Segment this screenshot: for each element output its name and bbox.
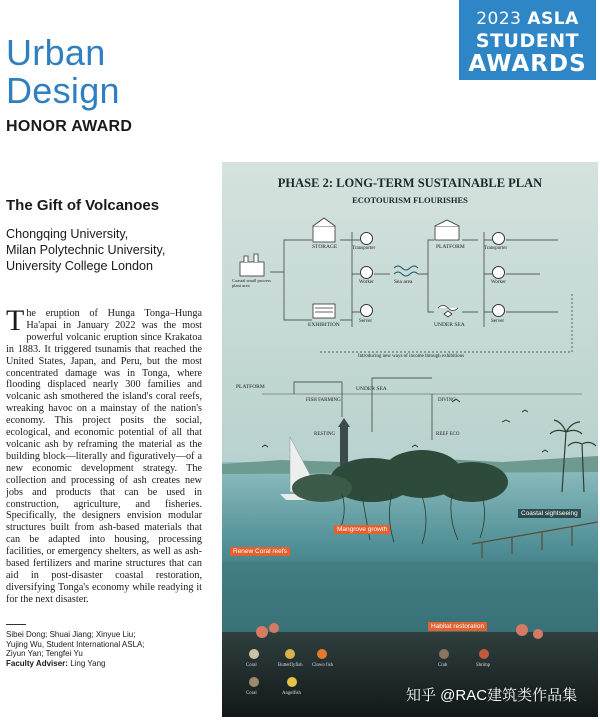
coastal-plant-label: Coastal small process plant area: [232, 278, 271, 288]
reef-eco-label: REEF ECO: [436, 432, 460, 437]
species-clownfish: Clown fish: [312, 663, 334, 668]
university-3: University College London: [6, 259, 154, 273]
worker-icon: [360, 266, 373, 279]
species-angelfish: Angelfish: [282, 691, 301, 696]
credit-line-1: Sibei Dong; Shuai Jiang; Xinyue Liu;: [6, 630, 136, 639]
coastal-sightseeing-tag: Coastal sightseeing: [518, 509, 581, 518]
renew-coral-tag: Renew Coral reefs: [230, 547, 290, 556]
universities: [6, 226, 206, 274]
adviser-label: Faculty Adviser:: [6, 658, 68, 668]
resting-label: RESTING: [314, 432, 336, 437]
badge-year: 2023: [476, 9, 522, 29]
server-icon-2: [492, 304, 505, 317]
asla-badge: [459, 0, 596, 80]
description-body: he eruption of Hunga Tonga–Hunga Ha'apai in January 2022 was the most powerful volcanic eruption since Krakatoa in 1883. It triggered tsunamis that reached the United States, Japan, and Peru, but the most concentrated damage was in Tonga, where flooding displaced nearly 300 families and volcanic ash smothered the island's coral reefs, wreaking havoc on a mainstay of the nation's economy. This project posits the social, ecological, and economic potential of all that volcanic ash by reframing the material as the building block—literally and figuratively—of a new economic development strategy. The collection and processing of ash creates new jobs and products that can be used in construction, agriculture, and fisheries. Specifically, the designers envision modular structures built from ash-based materials that can be adapted into housing, processing facilities, or emergency shelters, as well as ash-based fertilizers and marine structures that can aid in post-disaster coastal restoration, diversifying Tonga's economy while readying it for the next disaster.: [6, 308, 202, 605]
transporter-icon-2: [492, 232, 505, 245]
credits-divider: [6, 624, 26, 625]
poster-title: PHASE 2: LONG-TERM SUSTAINABLE PLAN: [277, 176, 543, 190]
worker-label-1: Worker: [359, 280, 374, 285]
sea-area-label: Sea area: [394, 279, 413, 285]
platform-label-2: PLATFORM: [236, 384, 265, 390]
drop-cap: T: [6, 304, 25, 337]
badge-org: ASLA: [527, 9, 579, 29]
project-poster: [222, 162, 598, 717]
mangrove-growth-tag: Mangrove growth: [334, 525, 390, 534]
species-coral-2: Coral: [246, 691, 257, 696]
category-line-2: Design: [6, 70, 120, 111]
species-butterflyfish: Butterflyfish: [278, 663, 303, 668]
transporter-label-2: Transporter: [484, 246, 508, 251]
species-shrimp: Shrimp: [476, 663, 491, 668]
species-crab: Crab: [438, 663, 448, 668]
server-label-1: Server: [359, 319, 373, 324]
category-title: [6, 34, 120, 110]
exhibition-icon: [313, 304, 335, 318]
underwater: [222, 562, 598, 632]
diving-label: DIVING: [438, 398, 456, 403]
university-1: Chongqing University,: [6, 227, 129, 241]
project-title: The Gift of Volcanoes: [6, 197, 160, 214]
worker-icon-2: [492, 266, 505, 279]
under-sea-label-2: UNDER SEA: [356, 386, 387, 392]
team-credits: [6, 630, 206, 668]
fish-farming-label: FISH FARMING: [306, 398, 341, 403]
credit-line-3: Ziyun Yan; Tengfei Yu: [6, 649, 83, 659]
platform-label: PLATFORM: [436, 244, 465, 250]
introducing-label: Introducing new ways of income through exhibitions: [358, 354, 465, 359]
transporter-icon: [360, 232, 373, 245]
transporter-label-1: Transporter: [352, 246, 376, 251]
credit-line-2: Yujing Wu, Student International ASLA;: [6, 639, 145, 649]
server-label-2: Server: [491, 319, 505, 324]
exhibition-label: EXHIBITION: [308, 322, 340, 328]
award-level: HONOR AWARD: [6, 118, 133, 135]
badge-line-3: AWARDS: [468, 51, 587, 77]
badge-line-2: STUDENT: [475, 30, 580, 52]
habitat-restoration-tag: Habitat restoration: [428, 622, 487, 631]
storage-label: STORAGE: [312, 244, 338, 250]
poster-subtitle: ECOTOURISM FLOURISHES: [352, 195, 468, 205]
university-2: Milan Polytechnic University,: [6, 243, 166, 257]
category-line-1: Urban: [6, 32, 106, 73]
species-coral: Coral: [246, 663, 257, 668]
server-icon: [360, 304, 373, 317]
worker-label-2: Worker: [491, 280, 506, 285]
adviser-name: Ling Yang: [70, 658, 106, 668]
under-sea-label: UNDER SEA: [434, 322, 465, 328]
poster-artwork: [222, 162, 598, 717]
watermark: 知乎 @RAC建筑类作品集: [406, 687, 578, 704]
project-description: [6, 304, 202, 606]
